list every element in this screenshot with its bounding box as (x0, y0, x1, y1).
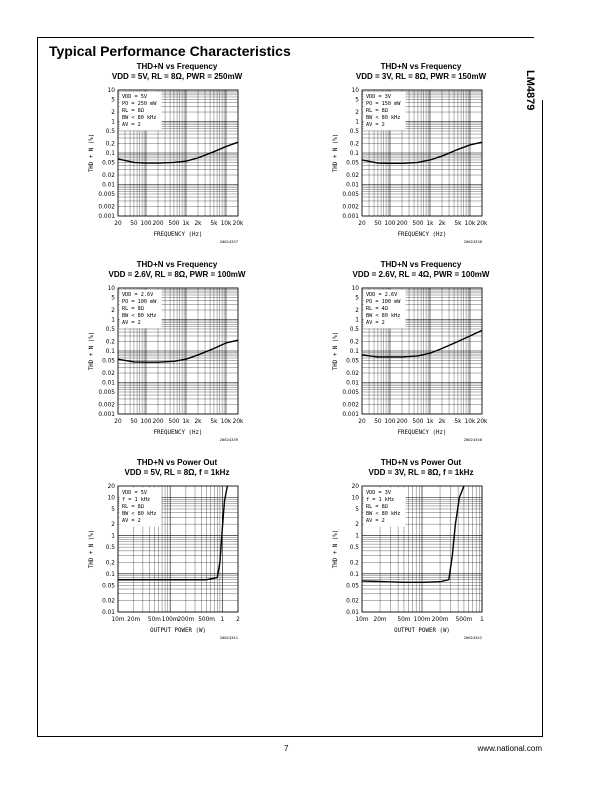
y-tick-label: 5 (111, 295, 115, 302)
y-tick-label: 0.5 (349, 326, 359, 333)
y-tick-label: 0.5 (349, 128, 359, 135)
x-tick-label: 200 (396, 221, 408, 227)
condition-text: AV = 2 (122, 122, 141, 128)
y-tick-label: 0.002 (342, 204, 359, 211)
condition-text: BW < 80 kHz (122, 313, 157, 319)
chart-subtitle: VDD = 2.6V, RL = 8Ω, PWR = 100mW (108, 270, 246, 279)
condition-text: BW < 80 kHz (122, 511, 157, 517)
y-tick-label: 5 (111, 97, 115, 104)
chart-title-text: THD+N vs Power Out (380, 458, 462, 467)
condition-text: RL = 8Ω (122, 108, 144, 114)
y-tick-label: 10 (107, 286, 115, 292)
y-tick-label: 0.1 (349, 349, 359, 355)
y-tick-label: 1 (111, 119, 115, 126)
y-tick-label: 0.1 (105, 571, 115, 578)
y-tick-label: 0.002 (98, 402, 115, 409)
x-tick-label: 200 (152, 419, 164, 425)
y-tick-label: 0.05 (102, 358, 115, 365)
x-tick-label: 2k (438, 221, 446, 227)
y-tick-label: 0.5 (105, 128, 115, 135)
y-tick-label: 5 (111, 506, 115, 513)
website: www.national.com (477, 744, 542, 753)
y-tick-label: 1 (355, 533, 359, 540)
chart-title-text: THD+N vs Frequency (136, 260, 218, 269)
x-tick-label: 1k (426, 221, 434, 227)
x-tick-label: 1k (426, 419, 434, 425)
x-axis-label: FREQUENCY (Hz) (153, 232, 203, 238)
condition-text: AV = 2 (122, 518, 141, 524)
x-tick-label: 100 (384, 221, 396, 227)
x-tick-label: 200 (396, 419, 408, 425)
y-tick-label: 0.005 (342, 191, 359, 198)
y-tick-label: 5 (355, 506, 359, 513)
y-tick-label: 2 (111, 522, 115, 529)
condition-text: BW < 80 kHz (366, 115, 401, 121)
x-tick-label: 5k (210, 221, 218, 227)
x-tick-label: 1k (182, 221, 190, 227)
y-tick-label: 0.2 (349, 141, 359, 148)
x-tick-label: 2 (236, 617, 240, 623)
condition-text: RL = 8Ω (122, 306, 144, 312)
x-tick-label: 5k (454, 419, 462, 425)
x-tick-label: 2k (194, 221, 202, 227)
series-line (362, 330, 482, 356)
x-tick-label: 1k (182, 419, 190, 425)
x-tick-label: 2k (194, 419, 202, 425)
chart-thdn-freq-2v6-8ohm (58, 260, 296, 456)
x-tick-label: 20 (114, 221, 122, 227)
x-tick-label: 20k (232, 419, 244, 425)
y-axis-label: THD + N (%) (333, 529, 339, 569)
x-tick-label: 50m (147, 617, 161, 623)
y-tick-label: 1 (111, 533, 115, 540)
condition-text: f = 1 kHz (366, 497, 395, 503)
y-tick-label: 2 (355, 110, 359, 117)
condition-text: VDD = 3V (366, 490, 391, 496)
chart-thdn-power-3v (302, 458, 540, 654)
condition-text: PO = 100 mW (366, 299, 401, 305)
condition-text: VDD = 3V (366, 94, 391, 100)
figure-id: 20024339 (219, 437, 238, 442)
y-tick-label: 0.005 (98, 191, 115, 198)
y-tick-label: 1 (355, 317, 359, 324)
chart-thdn-freq-3v (302, 62, 540, 258)
condition-text: PO = 150 mW (366, 101, 401, 107)
y-tick-label: 0.02 (102, 173, 115, 180)
x-tick-label: 2k (438, 419, 446, 425)
y-tick-label: 0.5 (105, 326, 115, 333)
x-tick-label: 200m (431, 617, 449, 623)
chart-title-text: THD+N vs Power Out (136, 458, 218, 467)
y-tick-label: 0.01 (102, 610, 115, 616)
x-tick-label: 100 (140, 221, 152, 227)
x-tick-label: 500 (168, 419, 180, 425)
x-tick-label: 1 (480, 617, 484, 623)
x-tick-label: 10k (464, 419, 476, 425)
figure-id: 20024342 (463, 635, 482, 640)
y-tick-label: 10 (107, 88, 115, 94)
figure-id: 20024341 (219, 635, 238, 640)
y-tick-label: 0.2 (349, 339, 359, 346)
y-tick-label: 20 (107, 484, 115, 490)
condition-text: VDD = 5V (122, 94, 147, 100)
y-tick-label: 0.05 (102, 160, 115, 167)
x-axis-label: FREQUENCY (Hz) (153, 430, 203, 436)
condition-text: VDD = 2.6V (122, 292, 154, 298)
condition-text: RL = 8Ω (122, 504, 144, 510)
condition-text: BW < 80 kHz (122, 115, 157, 121)
y-tick-label: 0.5 (349, 545, 359, 552)
x-tick-label: 20k (476, 419, 488, 425)
y-tick-label: 0.001 (342, 214, 359, 220)
y-tick-label: 0.001 (98, 412, 115, 418)
x-tick-label: 500 (168, 221, 180, 227)
condition-text: VDD = 5V (122, 490, 147, 496)
condition-text: RL = 8Ω (366, 504, 388, 510)
x-axis-label: FREQUENCY (Hz) (397, 232, 447, 238)
y-axis-label: THD + N (%) (89, 133, 95, 173)
y-tick-label: 0.01 (346, 610, 359, 616)
x-tick-label: 10m (355, 617, 369, 623)
x-tick-label: 20k (476, 221, 488, 227)
y-tick-label: 10 (351, 495, 359, 502)
y-tick-label: 0.05 (346, 358, 359, 365)
x-tick-label: 20k (232, 221, 244, 227)
figure-id: 20024338 (463, 239, 482, 244)
y-tick-label: 10 (351, 286, 359, 292)
x-tick-label: 500 (412, 419, 424, 425)
x-axis-label: OUTPUT POWER (W) (394, 628, 450, 634)
x-axis-label: FREQUENCY (Hz) (397, 430, 447, 436)
y-tick-label: 0.1 (105, 151, 115, 157)
x-tick-label: 500 (412, 221, 424, 227)
x-tick-label: 100m (161, 617, 179, 623)
y-tick-label: 10 (107, 495, 115, 502)
chart-svg (302, 260, 540, 456)
y-axis-label: THD + N (%) (89, 331, 95, 371)
y-tick-label: 0.02 (346, 598, 359, 605)
x-tick-label: 50 (130, 419, 138, 425)
condition-text: RL = 4Ω (366, 306, 388, 312)
figure-id: 20024340 (463, 437, 482, 442)
x-tick-label: 10k (220, 221, 232, 227)
chart-thdn-freq-2v6-4ohm (302, 260, 540, 456)
condition-text: PO = 100 mW (122, 299, 157, 305)
chart-svg (302, 458, 540, 654)
y-tick-label: 0.005 (342, 389, 359, 396)
y-tick-label: 2 (111, 308, 115, 315)
x-tick-label: 200m (177, 617, 195, 623)
y-tick-label: 0.1 (349, 571, 359, 578)
condition-text: AV = 2 (122, 320, 141, 326)
y-tick-label: 0.005 (98, 389, 115, 396)
y-tick-label: 0.05 (346, 160, 359, 167)
x-tick-label: 5k (454, 221, 462, 227)
y-tick-label: 0.1 (349, 151, 359, 157)
y-tick-label: 0.2 (105, 141, 115, 148)
y-tick-label: 0.02 (102, 598, 115, 605)
x-tick-label: 50 (130, 221, 138, 227)
y-tick-label: 20 (351, 484, 359, 490)
section-title: Typical Performance Characteristics (49, 43, 291, 59)
y-tick-label: 0.01 (346, 380, 359, 387)
y-axis-label: THD + N (%) (333, 133, 339, 173)
x-tick-label: 100 (384, 419, 396, 425)
x-tick-label: 10m (111, 617, 125, 623)
y-tick-label: 0.01 (346, 182, 359, 189)
y-tick-label: 0.2 (349, 560, 359, 567)
chart-title-text: THD+N vs Frequency (380, 260, 462, 269)
x-tick-label: 20m (127, 617, 141, 623)
condition-text: VDD = 2.6V (366, 292, 398, 298)
x-tick-label: 20 (358, 419, 366, 425)
y-tick-label: 0.2 (105, 560, 115, 567)
figure-id: 20024337 (219, 239, 238, 244)
x-tick-label: 20 (358, 221, 366, 227)
x-tick-label: 20 (114, 419, 122, 425)
y-tick-label: 5 (355, 97, 359, 104)
chart-subtitle: VDD = 3V, RL = 8Ω, f = 1kHz (368, 468, 474, 477)
x-tick-label: 1 (220, 617, 225, 623)
chart-subtitle: VDD = 2.6V, RL = 4Ω, PWR = 100mW (352, 270, 490, 279)
y-tick-label: 1 (111, 317, 115, 324)
condition-text: AV = 2 (366, 518, 385, 524)
condition-text: AV = 2 (366, 122, 385, 128)
chart-svg (302, 62, 540, 258)
y-tick-label: 0.01 (102, 380, 115, 387)
y-tick-label: 2 (355, 522, 359, 529)
chart-svg (58, 260, 296, 456)
chart-title-text: THD+N vs Frequency (380, 62, 462, 71)
y-tick-label: 0.02 (102, 371, 115, 378)
chart-thdn-freq-5v (58, 62, 296, 258)
x-tick-label: 10k (220, 419, 232, 425)
condition-text: RL = 8Ω (366, 108, 388, 114)
condition-text: f = 1 kHz (122, 497, 151, 503)
y-tick-label: 0.002 (342, 402, 359, 409)
y-tick-label: 0.2 (105, 339, 115, 346)
y-tick-label: 2 (355, 308, 359, 315)
x-tick-label: 50m (397, 617, 411, 623)
y-tick-label: 0.05 (346, 583, 359, 590)
condition-text: PO = 250 mW (122, 101, 157, 107)
x-tick-label: 50 (374, 419, 382, 425)
x-tick-label: 500m (198, 617, 215, 623)
x-tick-label: 20m (373, 617, 387, 623)
chart-thdn-power-5v (58, 458, 296, 654)
y-tick-label: 0.05 (102, 583, 115, 590)
chart-subtitle: VDD = 3V, RL = 8Ω, PWR = 150mW (355, 72, 487, 81)
chart-subtitle: VDD = 5V, RL = 8Ω, PWR = 250mW (111, 72, 243, 81)
x-tick-label: 200 (152, 221, 164, 227)
chart-svg (58, 458, 296, 654)
y-tick-label: 1 (355, 119, 359, 126)
y-tick-label: 0.02 (346, 371, 359, 378)
y-tick-label: 0.001 (98, 214, 115, 220)
x-tick-label: 100m (413, 617, 431, 623)
chart-subtitle: VDD = 5V, RL = 8Ω, f = 1kHz (124, 468, 230, 477)
chart-svg (58, 62, 296, 258)
x-tick-label: 10k (464, 221, 476, 227)
x-tick-label: 100 (140, 419, 152, 425)
y-axis-label: THD + N (%) (333, 331, 339, 371)
chart-title-text: THD+N vs Frequency (136, 62, 218, 71)
y-tick-label: 2 (111, 110, 115, 117)
x-tick-label: 50 (374, 221, 382, 227)
condition-text: AV = 2 (366, 320, 385, 326)
y-tick-label: 5 (355, 295, 359, 302)
y-tick-label: 0.001 (342, 412, 359, 418)
y-tick-label: 0.02 (346, 173, 359, 180)
condition-text: BW < 80 kHz (366, 313, 401, 319)
x-tick-label: 5k (210, 419, 218, 425)
y-tick-label: 0.5 (105, 545, 115, 552)
y-axis-label: THD + N (%) (89, 529, 95, 569)
y-tick-label: 10 (351, 88, 359, 94)
condition-text: BW < 80 kHz (366, 511, 401, 517)
y-tick-label: 0.01 (102, 182, 115, 189)
part-number: LM4879 (524, 70, 536, 111)
y-tick-label: 0.002 (98, 204, 115, 211)
page-number: 7 (284, 744, 289, 753)
x-axis-label: OUTPUT POWER (W) (150, 628, 206, 634)
y-tick-label: 0.1 (105, 349, 115, 355)
x-tick-label: 500m (455, 617, 473, 623)
